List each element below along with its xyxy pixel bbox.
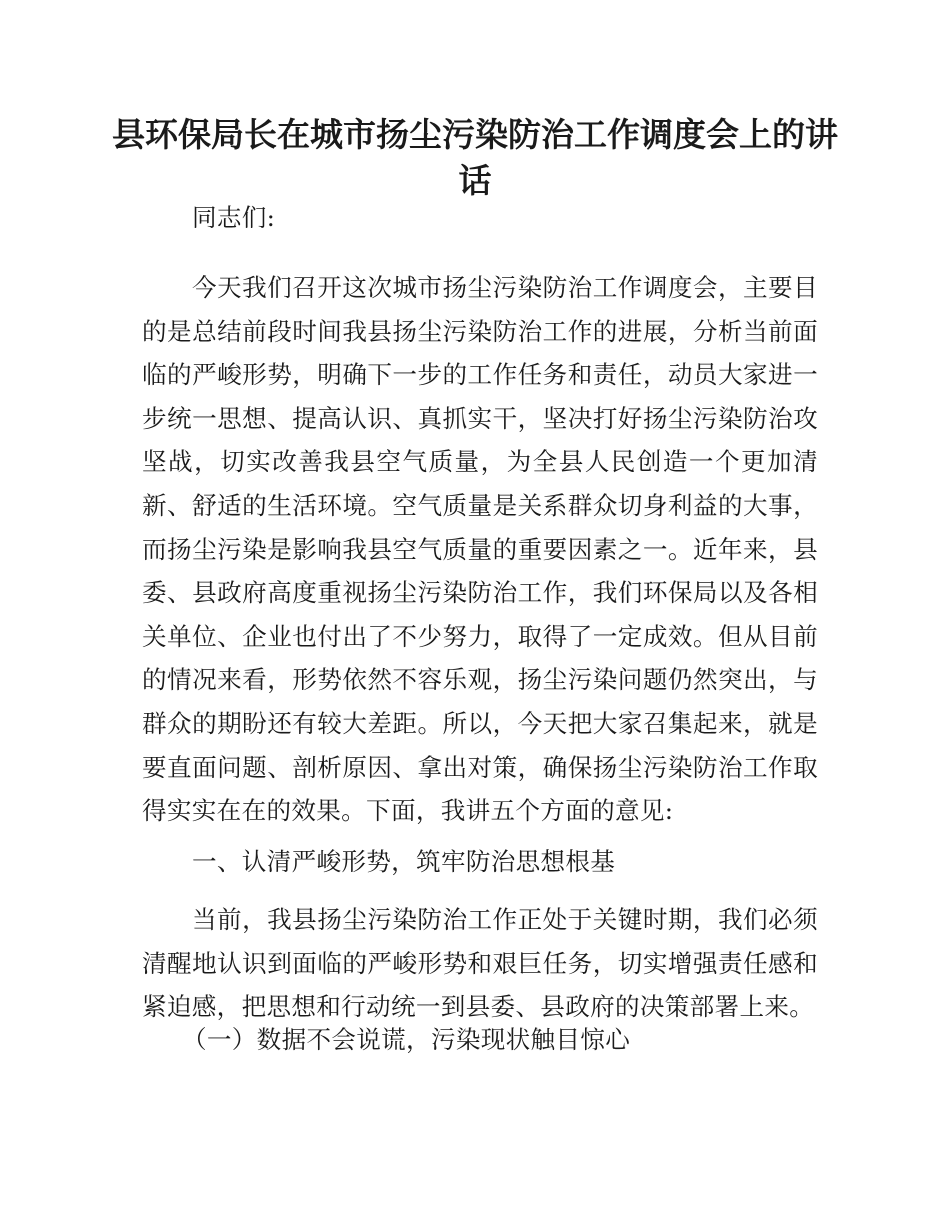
document-title: 县环保局长在城市扬尘污染防治工作调度会上的讲话 bbox=[112, 115, 838, 200]
salutation: 同志们: bbox=[192, 203, 276, 232]
opening-paragraph: 今天我们召开这次城市扬尘污染防治工作调度会，主要目的是总结前段时间我县扬尘污染防治工作的进展，分析当前面临的严峻形势，明确下一步的工作任务和责任，动员大家进一步统一思想、提高认识、真抓实干，坚决打好扬尘污染防治攻坚战，切实改善我县空气质量，为全县人民创造一个更加清新、舒适的生活环境。空气质量是关系群众切身利益的大事，而扬尘污染是影响我县空气质量的重要因素之一。近年来，县委、县政府高度重视扬尘污染防治工作，我们环保局以及各相关单位、企业也付出了不少努力，取得了一定成效。但从目前的情况来看，形势依然不容乐观，扬尘污染问题仍然突出，与群众的期盼还有较大差距。所以，今天把大家召集起来，就是要直面问题、剖析原因、拿出对策，确保扬尘污染防治工作取得实实在在的效果。下面，我讲五个方面的意见: bbox=[142, 273, 818, 826]
section-heading-1: 一、认清严峻形势，筑牢防治思想根基 bbox=[192, 847, 616, 876]
section-1-paragraph: 当前，我县扬尘污染防治工作正处于关键时期，我们必须清醒地认识到面临的严峻形势和艰巨任务，切实增强责任感和紧迫感，把思想和行动统一到县委、县政府的决策部署上来。 bbox=[142, 905, 818, 1022]
subsection-heading-1: （一）数据不会说谎，污染现状触目惊心 bbox=[182, 1025, 631, 1054]
